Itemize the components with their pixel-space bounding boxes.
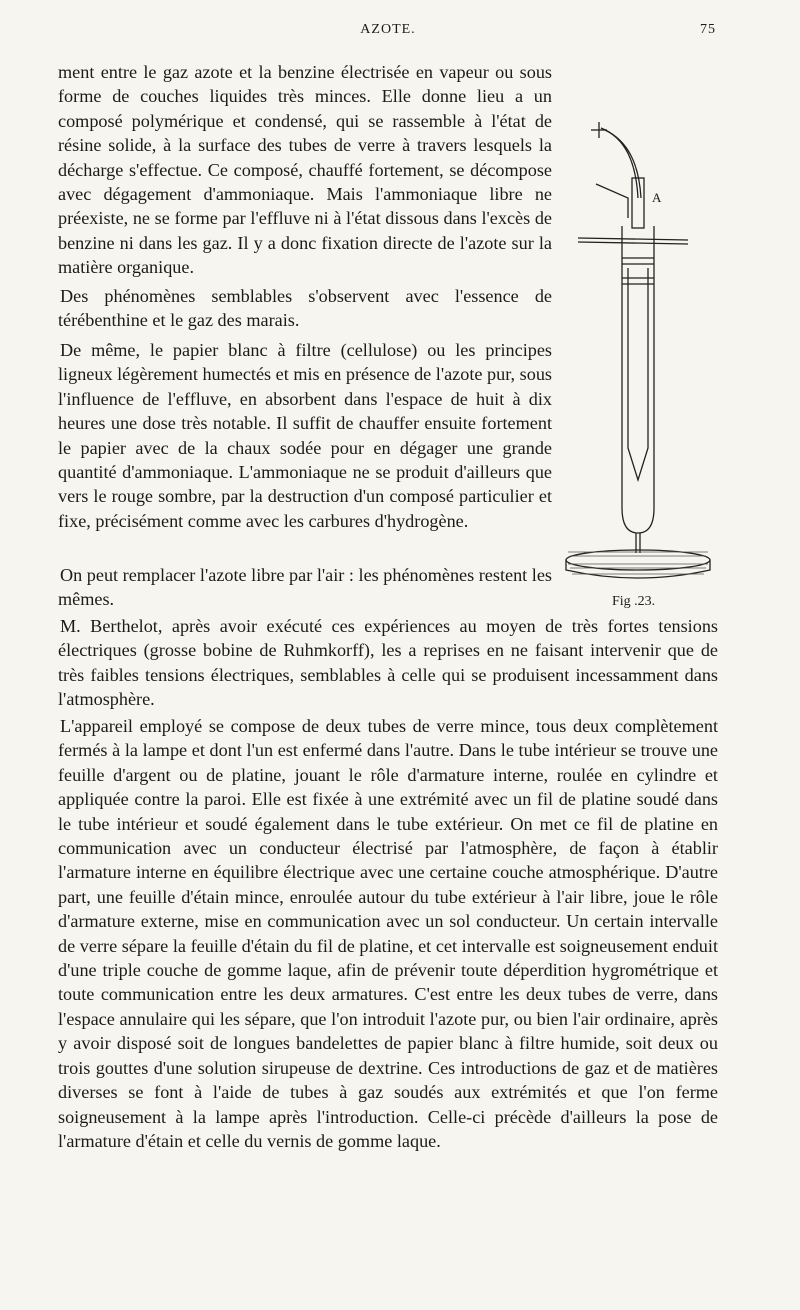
header-title: AZOTE. — [360, 22, 416, 37]
paragraph-2: Des phénomènes semblables s'observent avec l'essence de térébenthine et le gaz des marais. — [58, 286, 552, 331]
page-number: 75 — [700, 22, 716, 37]
paragraph-6: L'appareil employé se compose de deux tubes de verre mince, tous deux complètement fermés à la lampe et dont l'un est enfermé dans l'autre. Dans le tube intérieur se trouve une feuille d'argent ou de platine, jouant le rôle d'armature interne, roulée en cylindre et appliquée contre la paroi. Elle est fixée à une extrémité avec un fil de platine soudé dans le tube intérieur et soudé également dans le tube extérieur. On met ce fil de platine en communication avec un conducteur électrisé par l'atmosphère, de façon à établir l'armature interne en équilibre électrique avec une certaine couche atmosphérique. D'autre part, une feuille d'étain mince, enroulée autour du tube extérieur à l'air libre, joue le rôle d'armature externe, mise en communication avec un sol conducteur. Un certain intervalle de verre sépare la feuille d'étain du fil de platine, et cet intervalle est soigneusement enduit d'une triple couche de gomme laque, afin de prévenir toute déperdition hygrométrique et toute communication entre les deux armatures. C'est entre les deux tubes de verre, dans l'espace annulaire qui les sépare, que l'on introduit l'azote pur, ou bien l'air ordinaire, après y avoir disposé soit de longues bandelettes de papier blanc à filtre humide, soit deux ou trois gouttes d'une solution sirupeuse de dextrine. Ces introductions de gaz et de matières diverses se font à l'aide de tubes à gaz soudés aux extrémités et que l'on ferme soigneusement à la lampe après l'introduction. Celle-ci précède d'ailleurs la pose de l'armature d'étain et celle du vernis de gomme laque. — [58, 716, 718, 1151]
figure-label-a: A — [652, 190, 662, 205]
running-header — [60, 22, 716, 46]
figure-caption: Fig .23. — [612, 594, 656, 609]
paragraph-3: De même, le papier blanc à filtre (cellulose) ou les principes ligneux légèrement humectés et mis en présence de l'azote pur, sous l'influence de l'effluve, en absorbent dans l'espace de huit à dix heures une dose très notable. Il suffit de chauffer ensuite fortement le papier avec de la chaux sodée pour en dégager une grande quantité d'ammoniaque. L'ammoniaque ne se produit d'ailleurs que vers le rouge sombre, par la destruction d'un composé particulier et fixe, précisément comme avec les carbures d'hydrogène. — [58, 340, 552, 531]
paragraph-1: ment entre le gaz azote et la benzine électrisée en vapeur ou sous forme de couches liquides très minces. Elle donne lieu a un composé polymérique et condensé, qui se rassemble à l'état de résine solide, à la surface des tubes de verre à travers lesquels la décharge s'effectue. Ce composé, chauffé fortement, se décompose avec dégagement d'ammoniaque. Mais l'ammoniaque libre ne préexiste, ne se forme par l'effluve ni à l'état dissous dans l'excès de benzine ni dans les gaz. Il y a donc fixation directe de l'azote sur la matière organique. — [58, 62, 552, 278]
apparatus-figure — [556, 108, 726, 628]
apparatus-drawing — [556, 108, 726, 598]
paragraph-5: M. Berthelot, après avoir exécuté ces expériences au moyen de très fortes tensions électriques (grosse bobine de Ruhmkorff), les a reprises en ne faisant intervenir que de très faibles tensions électriques, semblables à celle qui se produisent incessamment dans l'atmosphère. — [58, 616, 718, 710]
paragraph-4: On peut remplacer l'azote libre par l'air : les phénomènes restent les mêmes. — [58, 565, 552, 610]
